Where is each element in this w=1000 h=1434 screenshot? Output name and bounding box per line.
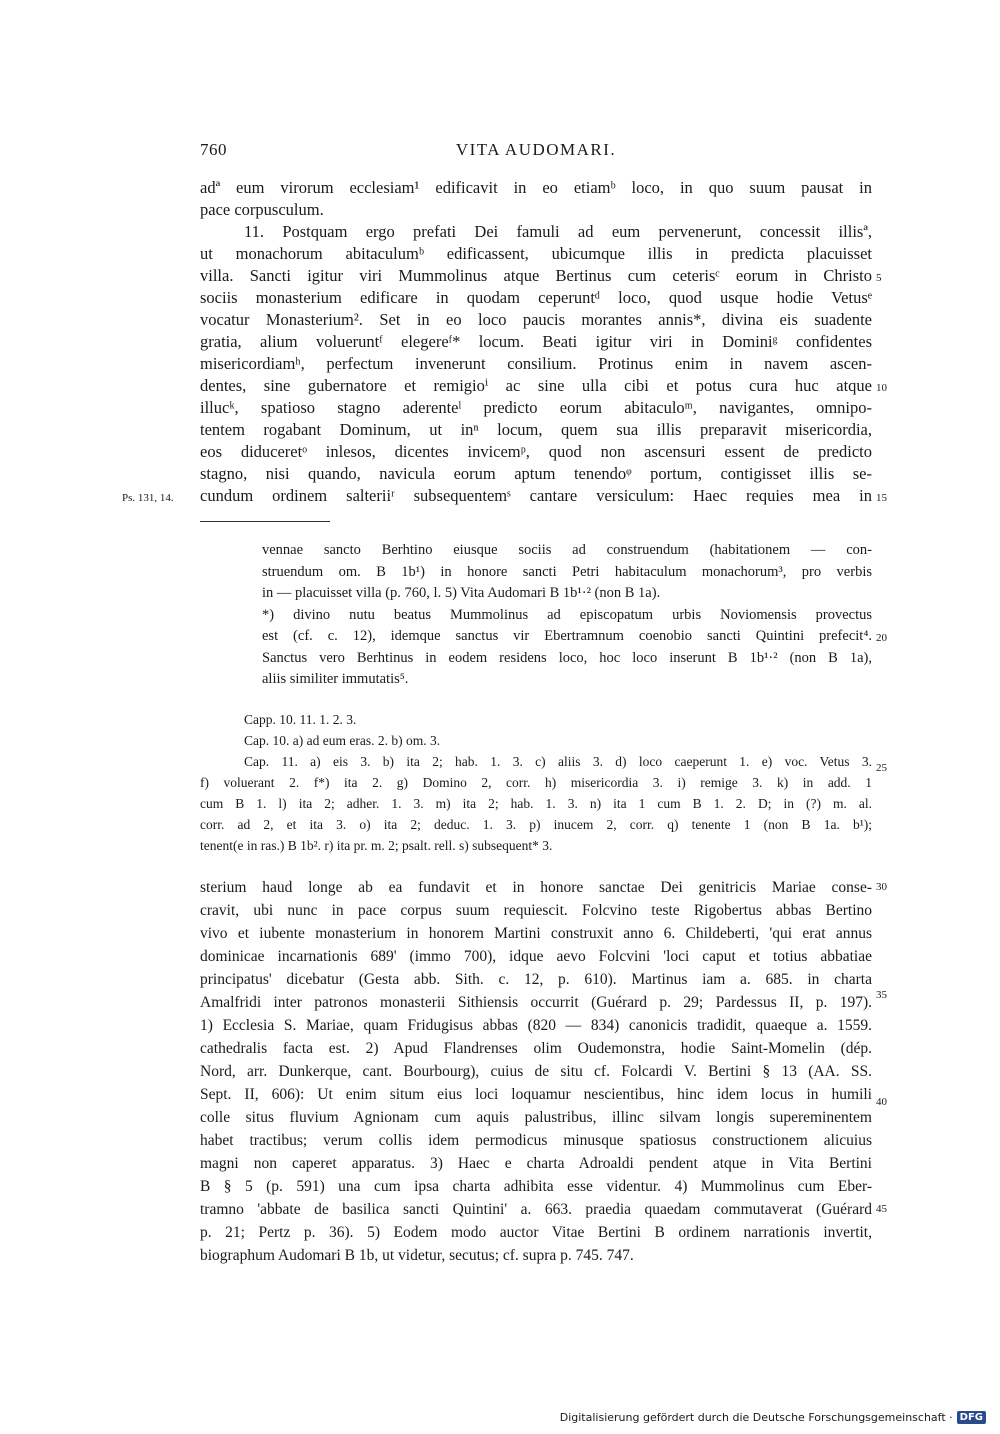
text-line: misericordiamʰ, perfectum invenerunt consilium. Protinus enim in navem ascen- bbox=[200, 354, 872, 373]
footnote-line: aliis similiter immutatis⁵. bbox=[262, 671, 409, 687]
note-line: 1) Ecclesia S. Mariae, quam Fridugisus abbas (820 — 834) canonicis tradidit, quaeque a. 1559. bbox=[200, 1017, 872, 1034]
text-line: dentes, sine gubernatore et remigioⁱ ac sine ulla cibi et potus cura huc atque bbox=[200, 376, 872, 395]
note-line: p. 21; Pertz p. 36). 5) Eodem modo auctor Vitae Bertini B ordinem narrationis invertit, bbox=[200, 1224, 872, 1241]
note-line: vivo et iubente monasterium in honorem Martini construxit anno 6. Childeberti, 'qui erat annus bbox=[200, 925, 872, 942]
text-line: tentem rogabant Dominum, ut inⁿ locum, quem sua illis preparavit misericordia, bbox=[200, 420, 872, 439]
line-number: 30 bbox=[876, 881, 887, 893]
footnotes bbox=[262, 540, 872, 691]
text-line: sociis monasterium edificare in quodam ceperuntᵈ loco, quod usque hodie Vetusᵉ bbox=[200, 288, 872, 307]
text-line: adª eum virorum ecclesiam¹ edificavit in eo etiamᵇ loco, in quo suum pausat in bbox=[200, 178, 872, 197]
line-number: 40 bbox=[876, 1096, 887, 1108]
apparatus-line: tenent(e in ras.) B 1b². r) ita pr. m. 2; psalt. rell. s) subsequent* 3. bbox=[200, 838, 553, 853]
critical-apparatus bbox=[200, 709, 872, 856]
note-line: tramno 'abbate de basilica sancti Quintini' a. 663. praedia quaedam commutaverat (Guérard bbox=[200, 1201, 872, 1218]
note-line: magni non caperet apparatus. 3) Haec e charta Adroaldi pendent atque in Vita Bertini bbox=[200, 1155, 872, 1172]
text-line: gratia, alium volueruntᶠ elegereᶠ* locum. Beati igitur viri in Dominiᵍ confidentes bbox=[200, 332, 872, 351]
footnote-line: est (cf. c. 12), idemque sanctus vir Ebertramnum coenobio sancti Quintini prefecit⁴. bbox=[262, 628, 872, 644]
line-number: 15 bbox=[876, 492, 887, 504]
footnote-line: Sanctus vero Berhtinus in eodem residens loco, hoc loco inserunt B 1b¹·² (non B 1a), bbox=[262, 649, 872, 666]
line-number: 35 bbox=[876, 989, 887, 1001]
dfg-logo: DFG bbox=[957, 1411, 986, 1424]
text-line: pace corpusculum. bbox=[200, 200, 324, 219]
text-line: stagno, nisi quando, navicula eorum aptum tenendoᵠ portum, contigisset illis se- bbox=[200, 464, 872, 483]
line-number: 5 bbox=[876, 272, 882, 284]
note-line: B § 5 (p. 591) una cum ipsa charta adhibita esse videntur. 4) Mummolinus cum Eber- bbox=[200, 1178, 872, 1195]
note-line: sterium haud longe ab ea fundavit et in honore sanctae Dei genitricis Mariae conse- bbox=[200, 879, 872, 896]
margin-note: Ps. 131, 14. bbox=[122, 492, 174, 504]
footnote-line: in — placuisset villa (p. 760, l. 5) Vita Audomari B 1b¹·² (non B 1a). bbox=[262, 585, 661, 601]
apparatus-line: Cap. 11. a) eis 3. b) ita 2; hab. 1. 3. c) aliis 3. d) loco caeperunt 1. e) voc. Vetus 3. bbox=[244, 754, 872, 769]
line-number: 45 bbox=[876, 1203, 887, 1215]
footnote-line: vennae sancto Berhtino eiusque sociis ad construendum (habitationem — con- bbox=[262, 542, 872, 558]
note-line: biographum Audomari B 1b, ut videtur, secutus; cf. supra p. 745. 747. bbox=[200, 1247, 634, 1264]
note-line: cathedralis facta est. 2) Apud Flandrenses olim Oudemonstra, hodie Saint-Momelin (dép. bbox=[200, 1040, 872, 1057]
note-line: principatus' dicebatur (Gesta abb. Sith. c. 12, p. 610). Martinus iam a. 685. in charta bbox=[200, 971, 872, 988]
note-line: cravit, ubi nunc in pace corpus suum requiescit. Folcvino teste Rigobertus abbas Bertino bbox=[200, 902, 872, 919]
footnote-line: *) divino nutu beatus Mummolinus ad episcopatum urbis Noviomensis provectus bbox=[262, 606, 872, 623]
line-number: 20 bbox=[876, 632, 887, 644]
note-line: Amalfridi inter patronos monasterii Sithiensis occurrit (Guérard p. 29; Pardessus II, p. 197). bbox=[200, 994, 872, 1011]
note-line: colle situs fluvium Agnionam cum aquis palustribus, illinc silvam longis supereminentem bbox=[200, 1109, 872, 1126]
apparatus-line: f) voluerant 2. f*) ita 2. g) Domino 2, corr. h) misericordia 3. i) remige 3. k) in add. 1 bbox=[200, 775, 872, 790]
note-line: Nord, arr. Dunkerque, cant. Bourbourg), cuius de situ cf. Folcardi V. Bertini § 13 (AA. SS. bbox=[200, 1063, 872, 1080]
apparatus-line: corr. ad 2, et ita 3. o) ita 2; deduc. 1. 3. p) inucem 2, corr. q) tenente 1 (non B 1a. b¹); bbox=[200, 817, 872, 832]
page-number: 760 bbox=[200, 140, 227, 159]
funding-footer bbox=[560, 1411, 986, 1424]
text-line: 11. Postquam ergo prefati Dei famuli ad eum pervenerunt, concessit illisª, bbox=[244, 222, 872, 241]
line-number: 10 bbox=[876, 382, 887, 394]
footnote-line: struendum om. B 1b¹) in honore sancti Petri habitaculum monachorum³, pro verbis bbox=[262, 563, 872, 580]
text-line: villa. Sancti igitur viri Mummolinus atque Bertinus cum ceterisᶜ eorum in Christo bbox=[200, 266, 872, 285]
text-line: cundum ordinem salteriiʳ subsequentemˢ cantare versiculum: Haec requies mea in bbox=[200, 486, 872, 505]
running-title: VITA AUDOMARI. bbox=[455, 140, 617, 159]
text-line: eos diduceretᵒ inlesos, dicentes invicemᵖ, quod non ascensuri essent de predicto bbox=[200, 442, 872, 461]
footnote-rule bbox=[200, 521, 330, 522]
footer-text: Digitalisierung gefördert durch die Deutsche Forschungsgemeinschaft · bbox=[559, 1411, 953, 1424]
note-line: dominicae incarnationis 689' (immo 700), idque aevo Folcvini 'loci caput et totius abbatiae bbox=[200, 948, 872, 965]
text-line: ut monachorum abitaculumᵇ edificassent, ubicumque illis in predicta placuisset bbox=[200, 244, 872, 263]
apparatus-line: Cap. 10. a) ad eum eras. 2. b) om. 3. bbox=[244, 733, 441, 748]
text-line: vocatur Monasterium². Set in eo loco paucis morantes annis*, divina eis suadente bbox=[200, 310, 872, 329]
note-line: Sept. II, 606): Ut enim situm eius loci loquamur nescientibus, hinc idem locus in humili bbox=[200, 1086, 872, 1103]
notes-text bbox=[200, 876, 872, 1267]
apparatus-line: cum B 1. l) ita 2; adher. 1. 3. m) ita 2; hab. 1. 3. n) ita 1 cum B 1. 2. D; in (?) m. al. bbox=[200, 796, 872, 811]
page-header bbox=[200, 140, 872, 164]
text-line: illucᵏ, spatioso stagno aderenteˡ predicto eorum abitaculoᵐ, navigantes, omnipo- bbox=[200, 398, 872, 417]
apparatus-line: Capp. 10. 11. 1. 2. 3. bbox=[244, 712, 357, 727]
note-line: habet tractibus; verum collis idem permodicus minusque spatiosus constructionem alicuius bbox=[200, 1132, 872, 1149]
line-number: 25 bbox=[876, 762, 887, 774]
main-text bbox=[200, 177, 872, 507]
